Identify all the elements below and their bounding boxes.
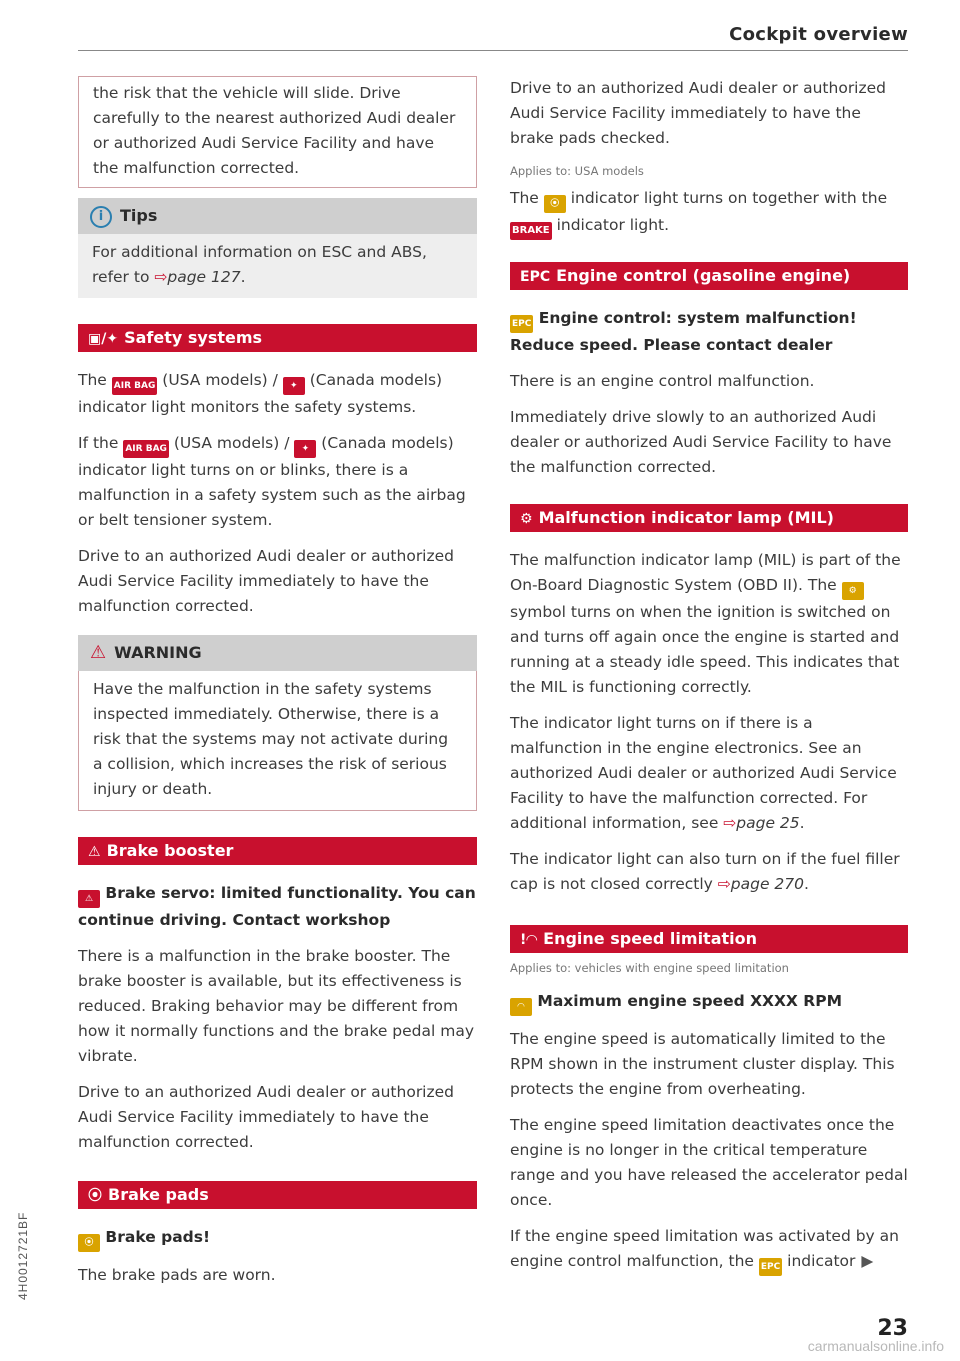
mil-page-link-270[interactable]: ⇨page 270 <box>717 875 805 893</box>
page-header-title: Cockpit overview <box>729 24 908 45</box>
continue-arrow-icon: ▶ <box>861 1252 874 1270</box>
brake-pad-icon: ⦿ <box>88 1188 102 1204</box>
rpm-gauge-icon: ◠ <box>510 998 532 1016</box>
brake-label-icon: BRAKE <box>510 222 552 240</box>
section-heading-brake-pads: ⦿ Brake pads <box>78 1181 477 1209</box>
engine-control-paragraph-1: There is an engine control malfunction. <box>510 372 815 390</box>
header-divider <box>78 50 908 51</box>
engine-speed-paragraph-1: The engine speed is automatically limited to the RPM shown in the instrument cluster display. This protects the engine from overheating. <box>510 1030 895 1098</box>
engine-control-paragraph-2: Immediately drive slowly to an authorized Audi dealer or authorized Audi Service Facility to have the malfunction corrected. <box>510 408 892 476</box>
warning-box <box>78 635 477 811</box>
warning-triangle-icon: ⚠ <box>88 844 101 860</box>
brake-pads-paragraph-1: The brake pads are worn. <box>78 1266 276 1284</box>
section-heading-mil: ⚙ Malfunction indicator lamp (MIL) <box>510 504 908 532</box>
engine-speed-paragraph-3: If the engine speed limitation was activated by an engine control malfunction, the EPC indicator ▶ <box>510 1224 908 1276</box>
watermark: carmanualsonline.info <box>807 1338 944 1354</box>
warning-triangle-icon: ⚠ <box>90 642 107 663</box>
applies-to-usa: Applies to: USA models <box>510 164 644 178</box>
document-code: 4H0012721BF <box>16 1211 30 1300</box>
tips-title: Tips <box>120 206 158 225</box>
tips-body <box>78 234 477 298</box>
left-column <box>78 76 477 1299</box>
intro-box <box>78 76 477 188</box>
safety-paragraph-3: Drive to an authorized Audi dealer or authorized Audi Service Facility immediately to have the malfunction corrected. <box>78 547 455 615</box>
epc-icon: EPC <box>759 1258 782 1276</box>
brake-pad-icon: ⦿ <box>544 195 566 213</box>
belt-icon: ✦ <box>294 440 316 458</box>
applies-to-speed-limitation: Applies to: vehicles with engine speed limitation <box>510 961 789 975</box>
warning-text: Have the malfunction in the safety systems inspected immediately. Otherwise, there is a risk that the systems may not activate during a collision, which increases the risk of serious injury or death. <box>93 680 449 798</box>
tips-header <box>78 198 477 234</box>
safety-paragraph-2: If the AIR BAG (USA models) / ✦ (Canada models) indicator light turns on or blinks, there is a malfunction in a safety system such as the airbag or belt tensioner system. <box>78 434 466 529</box>
warning-triangle-icon: ⚠ <box>78 890 100 908</box>
section-heading-engine-control: EPC Engine control (gasoline engine) <box>510 262 908 290</box>
tips-box <box>78 198 477 298</box>
brake-pad-icon: ⦿ <box>78 1234 100 1252</box>
section-heading-safety: ▣/✦ Safety systems <box>78 324 477 352</box>
info-icon: i <box>90 206 112 228</box>
mil-paragraph-1: The malfunction indicator lamp (MIL) is part of the On-Board Diagnostic System (OBD II). The ⚙ symbol turns on when the ignition is switched on and turns off again once the engine is started and running at a steady idle speed. This indicates that the MIL is functioning correctly. <box>510 551 901 696</box>
warning-title: WARNING <box>114 643 202 662</box>
warning-body <box>78 671 477 811</box>
brake-booster-subtitle: ⚠ Brake servo: limited functionality. You can continue driving. Contact workshop <box>78 884 476 929</box>
mil-paragraph-3: The indicator light can also turn on if the fuel filler cap is not closed correctly ⇨page 270. <box>510 850 900 893</box>
airbag-icon: AIR BAG <box>123 440 169 458</box>
belt-icon: ✦ <box>283 377 305 395</box>
right-column <box>510 76 908 1287</box>
engine-icon: ⚙ <box>842 582 864 600</box>
brake-pads-subtitle: ⦿ Brake pads! <box>78 1225 477 1252</box>
page-number: 23 <box>877 1316 908 1341</box>
engine-speed-subtitle: ◠ Maximum engine speed XXXX RPM <box>510 989 908 1016</box>
epc-icon: EPC <box>520 269 551 285</box>
engine-icon: ⚙ <box>520 511 533 527</box>
rpm-gauge-icon: !◠ <box>520 932 538 948</box>
brake-pads-paragraph-2: Drive to an authorized Audi dealer or authorized Audi Service Facility immediately to have the brake pads checked. <box>510 79 887 147</box>
brake-booster-paragraph-2: Drive to an authorized Audi dealer or authorized Audi Service Facility immediately to have the malfunction corrected. <box>78 1083 455 1151</box>
mil-page-link-25[interactable]: ⇨page 25 <box>723 814 800 832</box>
mil-paragraph-2: The indicator light turns on if there is a malfunction in the engine electronics. See an authorized Audi dealer or authorized Audi Service Facility to have the malfunction corrected. For additional information, see ⇨page 25. <box>510 714 897 832</box>
brake-booster-paragraph-1: There is a malfunction in the brake booster. The brake booster is available, but its effectiveness is reduced. Braking behavior may be different from how it normally functions and the brake pedal may vibrate. <box>78 947 475 1065</box>
tips-page-link[interactable]: ⇨page 127 <box>154 268 241 286</box>
brake-pads-usa-paragraph: The ⦿ indicator light turns on together with the BRAKE indicator light. <box>510 186 908 240</box>
engine-speed-paragraph-2: The engine speed limitation deactivates once the engine is no longer in the critical temperature range and you have released the accelerator pedal once. <box>510 1116 908 1209</box>
section-heading-brake-booster: ⚠ Brake booster <box>78 837 477 865</box>
airbag-icon: AIR BAG <box>112 377 158 395</box>
airbag-belt-icon: ▣/✦ <box>88 331 119 347</box>
intro-text: the risk that the vehicle will slide. Drive carefully to the nearest authorized Audi dealer or authorized Audi Service Facility and have the malfunction corrected. <box>93 84 456 177</box>
engine-control-subtitle: EPC Engine control: system malfunction! Reduce speed. Please contact dealer <box>510 309 857 354</box>
safety-paragraph-1: The AIR BAG (USA models) / ✦ (Canada models) indicator light monitors the safety systems. <box>78 371 443 416</box>
epc-icon: EPC <box>510 315 533 333</box>
tips-text: For additional information on ESC and ABS, refer to ⇨page 127. <box>92 243 427 286</box>
warning-header <box>78 635 477 671</box>
section-heading-engine-speed: !◠ Engine speed limitation <box>510 925 908 953</box>
